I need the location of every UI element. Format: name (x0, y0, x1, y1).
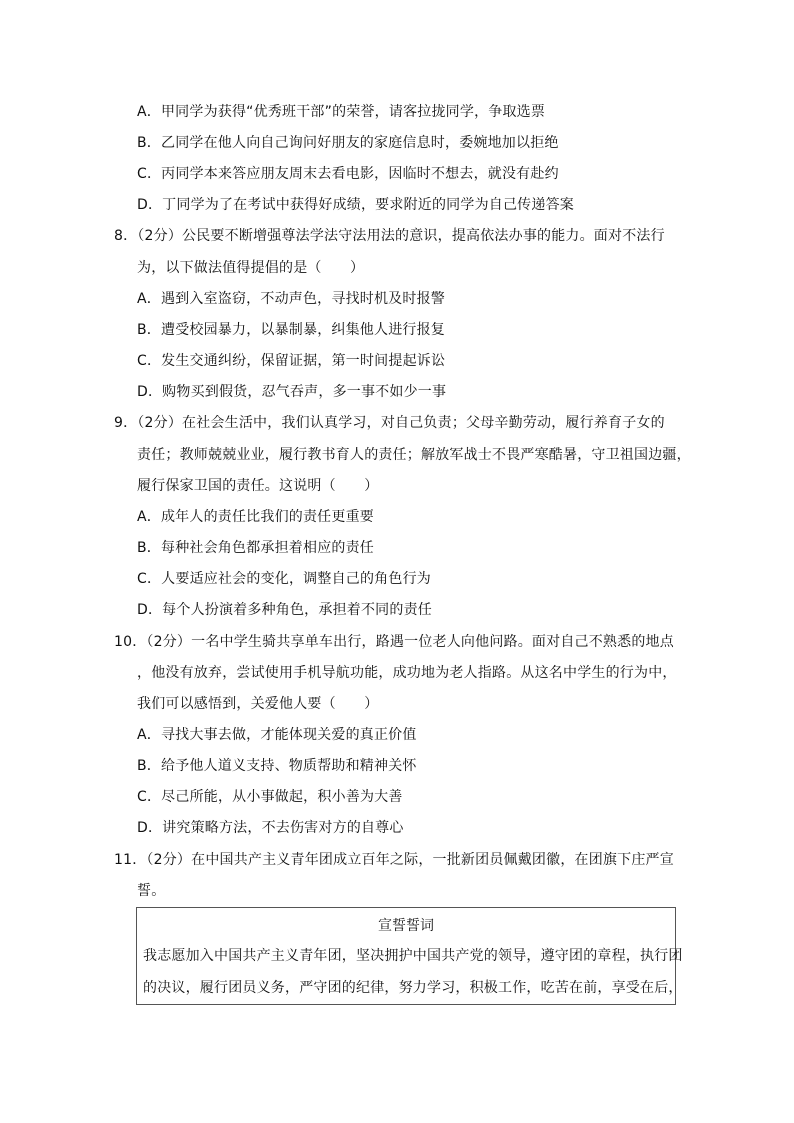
q10-stem-line-2: ，他没有放弃，尝试使用手机导航功能，成功地为老人指路。从这名中学生的行为中， (137, 665, 677, 681)
q7-option-d: D．丁同学为了在考试中获得好成绩，要求附近的同学为自己传递答案 (137, 197, 574, 213)
q9-stem-line-3: 履行保家卫国的责任。这说明（ ） (137, 478, 379, 494)
q9-option-c: C．人要适应社会的变化，调整自己的角色行为 (137, 571, 431, 587)
q8-stem-line-1: 8．（2分）公民要不断增强尊法学法守法用法的意识，提高依法办事的能力。面对不法行 (114, 228, 665, 244)
q10-option-a: A．寻找大事去做，才能体现关爱的真正价值 (137, 727, 417, 743)
q11-stem-line-2: 誓。 (137, 883, 166, 899)
q9-stem-line-2: 责任；教师兢兢业业，履行教书育人的责任；解放军战士不畏严寒酷暑，守卫祖国边疆， (137, 447, 691, 463)
q7-option-c: C．丙同学本来答应朋友周末去看电影，因临时不想去，就没有赴约 (137, 166, 559, 182)
q8-option-b: B．遭受校园暴力，以暴制暴，纠集他人进行报复 (137, 322, 446, 338)
q8-option-d: D．购物买到假货，忍气吞声，多一事不如少一事 (137, 384, 447, 400)
q10-option-b: B．给予他人道义支持、物质帮助和精神关怀 (137, 758, 417, 774)
oath-text-box (136, 907, 683, 1005)
q11-stem-line-1: 11．（2分）在中国共产主义青年团成立百年之际，一批新团员佩戴团徽，在团旗下庄严宣 (114, 852, 674, 868)
oath-line-2: 的决议，履行团员义务，严守团的纪律，努力学习，积极工作，吃苦在前，享受在后， (143, 980, 683, 996)
q9-option-a: A．成年人的责任比我们的责任更重要 (137, 509, 374, 525)
q8-option-c: C．发生交通纠纷，保留证据，第一时间提起诉讼 (137, 353, 446, 369)
q8-stem-line-2: 为，以下做法值得提倡的是（ ） (137, 260, 365, 276)
q7-option-b: B．乙同学在他人向自己询问好朋友的家庭信息时，委婉地加以拒绝 (137, 135, 559, 151)
oath-title: 宣誓誓词 (378, 918, 434, 934)
q10-stem-line-1: 10．（2分）一名中学生骑共享单车出行，路遇一位老人向他问路。面对自己不熟悉的地点 (114, 634, 674, 650)
q10-option-c: C．尽己所能，从小事做起，积小善为大善 (137, 789, 403, 805)
q10-option-d: D．讲究策略方法，不去伤害对方的自尊心 (137, 820, 404, 836)
q9-option-b: B．每种社会角色都承担着相应的责任 (137, 540, 375, 556)
q7-option-a: A．甲同学为获得“优秀班干部”的荣誉，请客拉拢同学，争取选票 (137, 104, 546, 120)
q10-stem-line-3: 我们可以感悟到，关爱他人要（ ） (137, 696, 379, 712)
q9-stem-line-1: 9．（2分）在社会生活中，我们认真学习，对自己负责；父母辛勤劳动，履行养育子女的 (114, 415, 665, 431)
q9-option-d: D．每个人扮演着多种角色，承担着不同的责任 (137, 602, 432, 618)
q8-option-a: A．遇到入室盗窃，不动声色，寻找时机及时报警 (137, 291, 445, 307)
oath-line-1: 我志愿加入中国共产主义青年团，坚决拥护中国共产党的领导，遵守团的章程，执行团 (143, 948, 683, 964)
